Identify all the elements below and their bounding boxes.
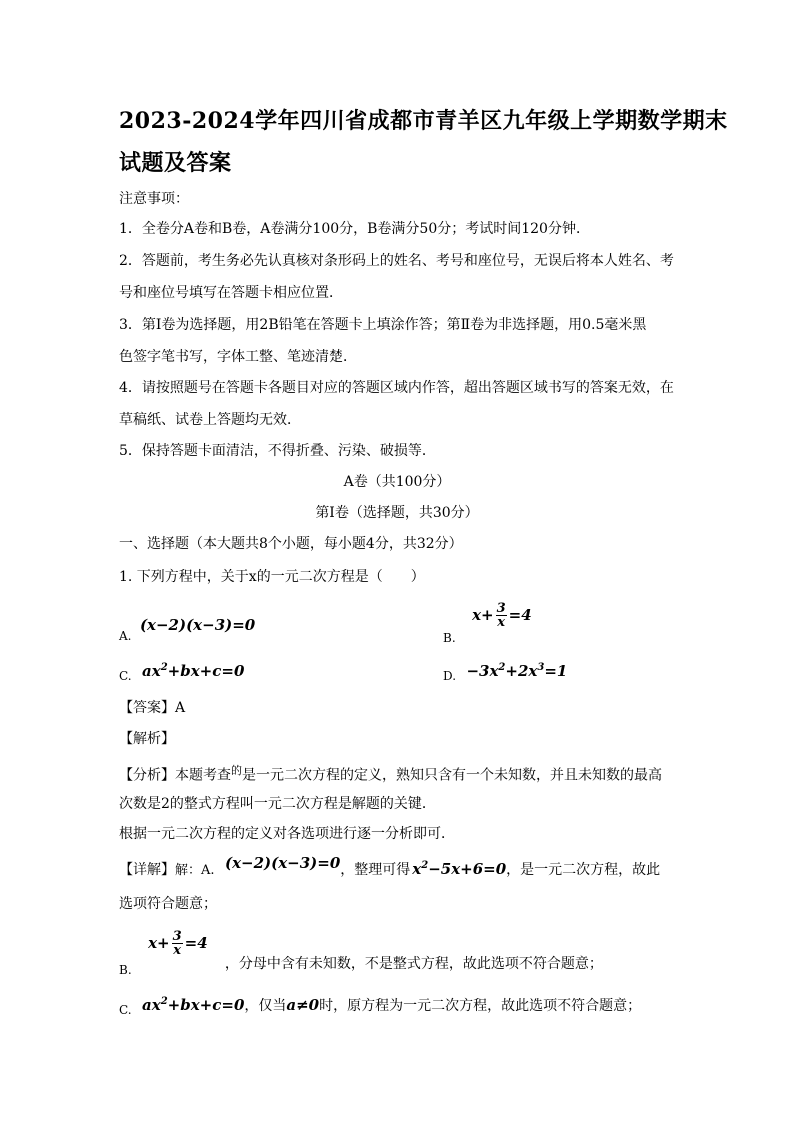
option-d-expression: $-3x^2+2x^3=1$: [466, 662, 568, 680]
detail-c-label: C.: [119, 1003, 132, 1017]
option-a-expression: (x−2)(x−3)=0: [139, 616, 256, 634]
notice-item-2-cont: 号和座位号填写在答题卡相应位置．: [119, 285, 343, 301]
notice-item-5: 5．保持答题卡面清洁，不得折叠、污染、破损等．: [119, 443, 436, 459]
detail-b-expression: x+ $\frac{3}{x}$ =4: [148, 929, 208, 958]
analysis-tag: 【解析】: [119, 731, 175, 747]
fenxi-text2: 是一元二次方程的定义，熟知只含有一个未知数，并且未知数的最高: [242, 767, 662, 784]
notice-item-3: 3．第Ⅰ卷为选择题，用2B铅笔在答题卡上填涂作答；第Ⅱ卷为非选择题，用0.5毫米黑: [119, 317, 647, 333]
fenxi-text1: 本题考查: [175, 767, 231, 784]
answer-value: A: [175, 700, 186, 716]
option-b: [443, 601, 532, 645]
notice-item-2: 2．答题前，考生务必先认真核对条形码上的姓名、考号和座位号，无误后将本人姓名、考: [119, 253, 674, 269]
notice-heading: 注意事项：: [119, 191, 189, 207]
notice-item-3-cont: 色签字笔书写，字体工整、笔迹清楚．: [119, 349, 357, 365]
option-a-label: A.: [119, 629, 132, 643]
notice-item-4: 4．请按照题号在答题卡各题目对应的答题区域内作答，超出答题区域书写的答案无效，在: [119, 380, 674, 396]
section-a-paper: A卷（共100分）: [343, 474, 451, 490]
detail-c-expression: $ax^2+bx+c=0$: [142, 996, 245, 1014]
detail-a-expr2: $x^2-5x+6=0$: [412, 860, 507, 878]
option-c: [119, 662, 245, 683]
option-c-label: C.: [119, 669, 132, 683]
detail-a-prefix: 解：A.: [175, 863, 215, 878]
detail-b-line: [119, 929, 603, 977]
option-d: [443, 662, 568, 683]
detail-tag: 【详解】: [119, 862, 175, 878]
document-title-line2: 试题及答案: [119, 150, 232, 176]
option-b-expression: x+ $\frac{3}{x}$ =4: [472, 601, 532, 630]
question1-stem: 1. 下列方程中，关于x的一元二次方程是（ ）: [119, 569, 425, 585]
answer-tag: 【答案】: [119, 700, 175, 716]
option-d-label: D.: [443, 669, 457, 683]
option-c-expression: $ax^2+bx+c=0$: [142, 662, 245, 680]
fenxi-line3: 根据一元二次方程的定义对各选项进行逐一分析即可．: [119, 826, 455, 842]
fenxi-line1: [119, 762, 662, 785]
fenxi-tag: 【分析】: [119, 767, 175, 784]
detail-a-tail: ，是一元二次方程，故此: [506, 862, 661, 878]
detail-b-label: B.: [119, 962, 132, 977]
detail-c-mid: ，仅当: [244, 998, 287, 1014]
detail-a-expr: (x−2)(x−3)=0: [224, 854, 341, 872]
detail-a-line1: [119, 854, 661, 879]
notice-item-1: 1．全卷分A卷和B卷，A卷满分100分，B卷满分50分；考试时间120分钟．: [119, 221, 590, 237]
detail-c-line: [119, 995, 641, 1015]
detail-c-tail: 时，原方程为一元二次方程，故此选项不符合题意；: [319, 998, 642, 1014]
option-b-label: B.: [443, 630, 456, 645]
option-a: [119, 616, 256, 643]
document-title-line1: 2023-2024学年四川省成都市青羊区九年级上学期数学期末: [119, 108, 728, 134]
section-heading: 一、选择题（本大题共8个小题，每小题4分，共32分）: [119, 536, 463, 552]
fenxi-line2: 次数是2的整式方程叫一元二次方程是解题的关键．: [119, 796, 436, 812]
answer-line: [119, 697, 185, 717]
fenxi-sup: 的: [231, 764, 242, 777]
notice-item-4-cont: 草稿纸、试卷上答题均无效．: [119, 412, 301, 428]
detail-b-tail: ，分母中含有未知数，不是整式方程，故此选项不符合题意；: [224, 955, 603, 972]
section-part1: 第Ⅰ卷（选择题，共30分）: [315, 505, 479, 521]
detail-a-mid: ，整理可得: [340, 862, 411, 878]
detail-a-line2: 选项符合题意；: [119, 896, 217, 912]
detail-c-cond: a≠0: [286, 996, 320, 1014]
